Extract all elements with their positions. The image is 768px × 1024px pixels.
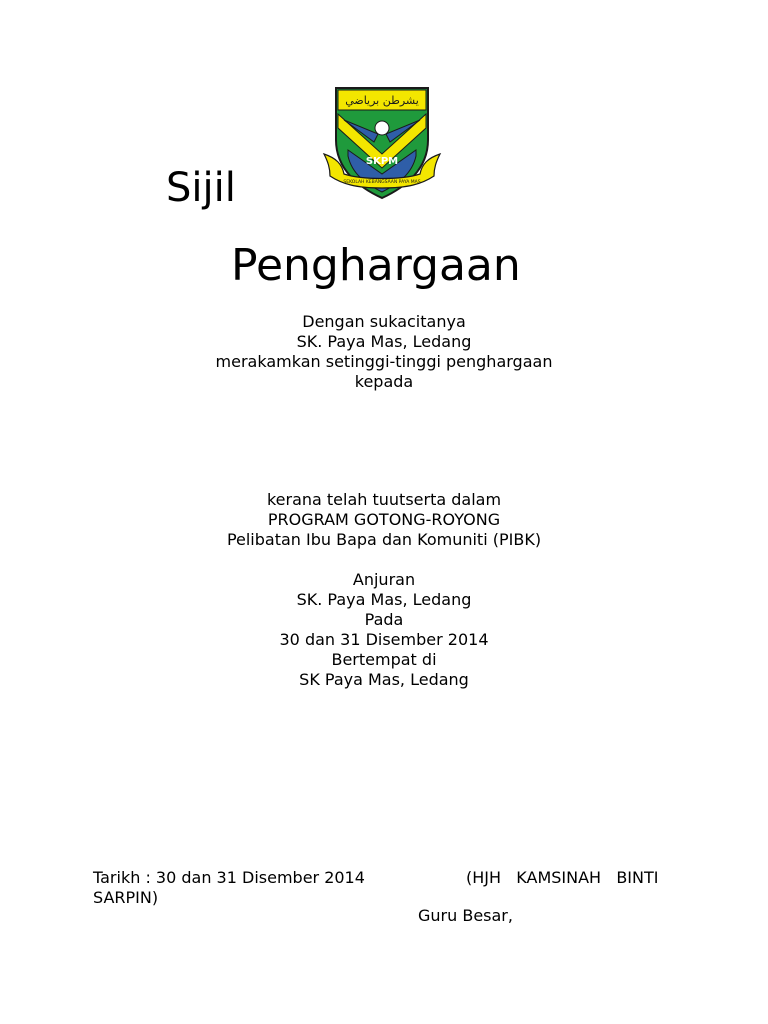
- intro-line: Dengan sukacitanya: [302, 312, 466, 331]
- reason-line: kerana telah tuutserta dalam: [266, 490, 502, 509]
- details-line: SK. Paya Mas, Ledang: [296, 590, 472, 609]
- school-crest-logo: [322, 84, 442, 202]
- certificate-title-penghargaan: Penghargaan: [231, 240, 521, 291]
- crest-ribbon-text: SEKOLAH KEBANGSAAN PAYA MAS: [343, 180, 421, 185]
- details-line: 30 dan 31 Disember 2014: [279, 630, 489, 649]
- intro-block: [0, 312, 768, 392]
- signatory-position: Guru Besar,: [418, 906, 513, 925]
- crest-top-text: يشرطن برياضي: [345, 94, 419, 107]
- signatory-name-line2: SARPIN): [93, 888, 159, 907]
- signatory-name-line1: (HJH KAMSINAH BINTI: [466, 868, 659, 887]
- reason-line: Pelibatan Ibu Bapa dan Komuniti (PIBK): [226, 530, 542, 549]
- details-line: SK Paya Mas, Ledang: [299, 670, 469, 689]
- intro-line: kepada: [354, 372, 414, 391]
- intro-line: merakamkan setinggi-tinggi penghargaan: [215, 352, 553, 371]
- details-line: Pada: [364, 610, 404, 629]
- crest-emblem: [375, 121, 389, 135]
- details-line: Bertempat di: [331, 650, 437, 669]
- details-block: [0, 570, 768, 690]
- crest-abbr-text: SKPM: [365, 156, 399, 167]
- reason-block: [0, 490, 768, 550]
- intro-line: SK. Paya Mas, Ledang: [296, 332, 472, 351]
- details-line: Anjuran: [352, 570, 416, 589]
- reason-line: PROGRAM GOTONG-ROYONG: [267, 510, 501, 529]
- date-text: Tarikh : 30 dan 31 Disember 2014: [93, 868, 365, 887]
- certificate-title-sijil: Sijil: [166, 165, 236, 211]
